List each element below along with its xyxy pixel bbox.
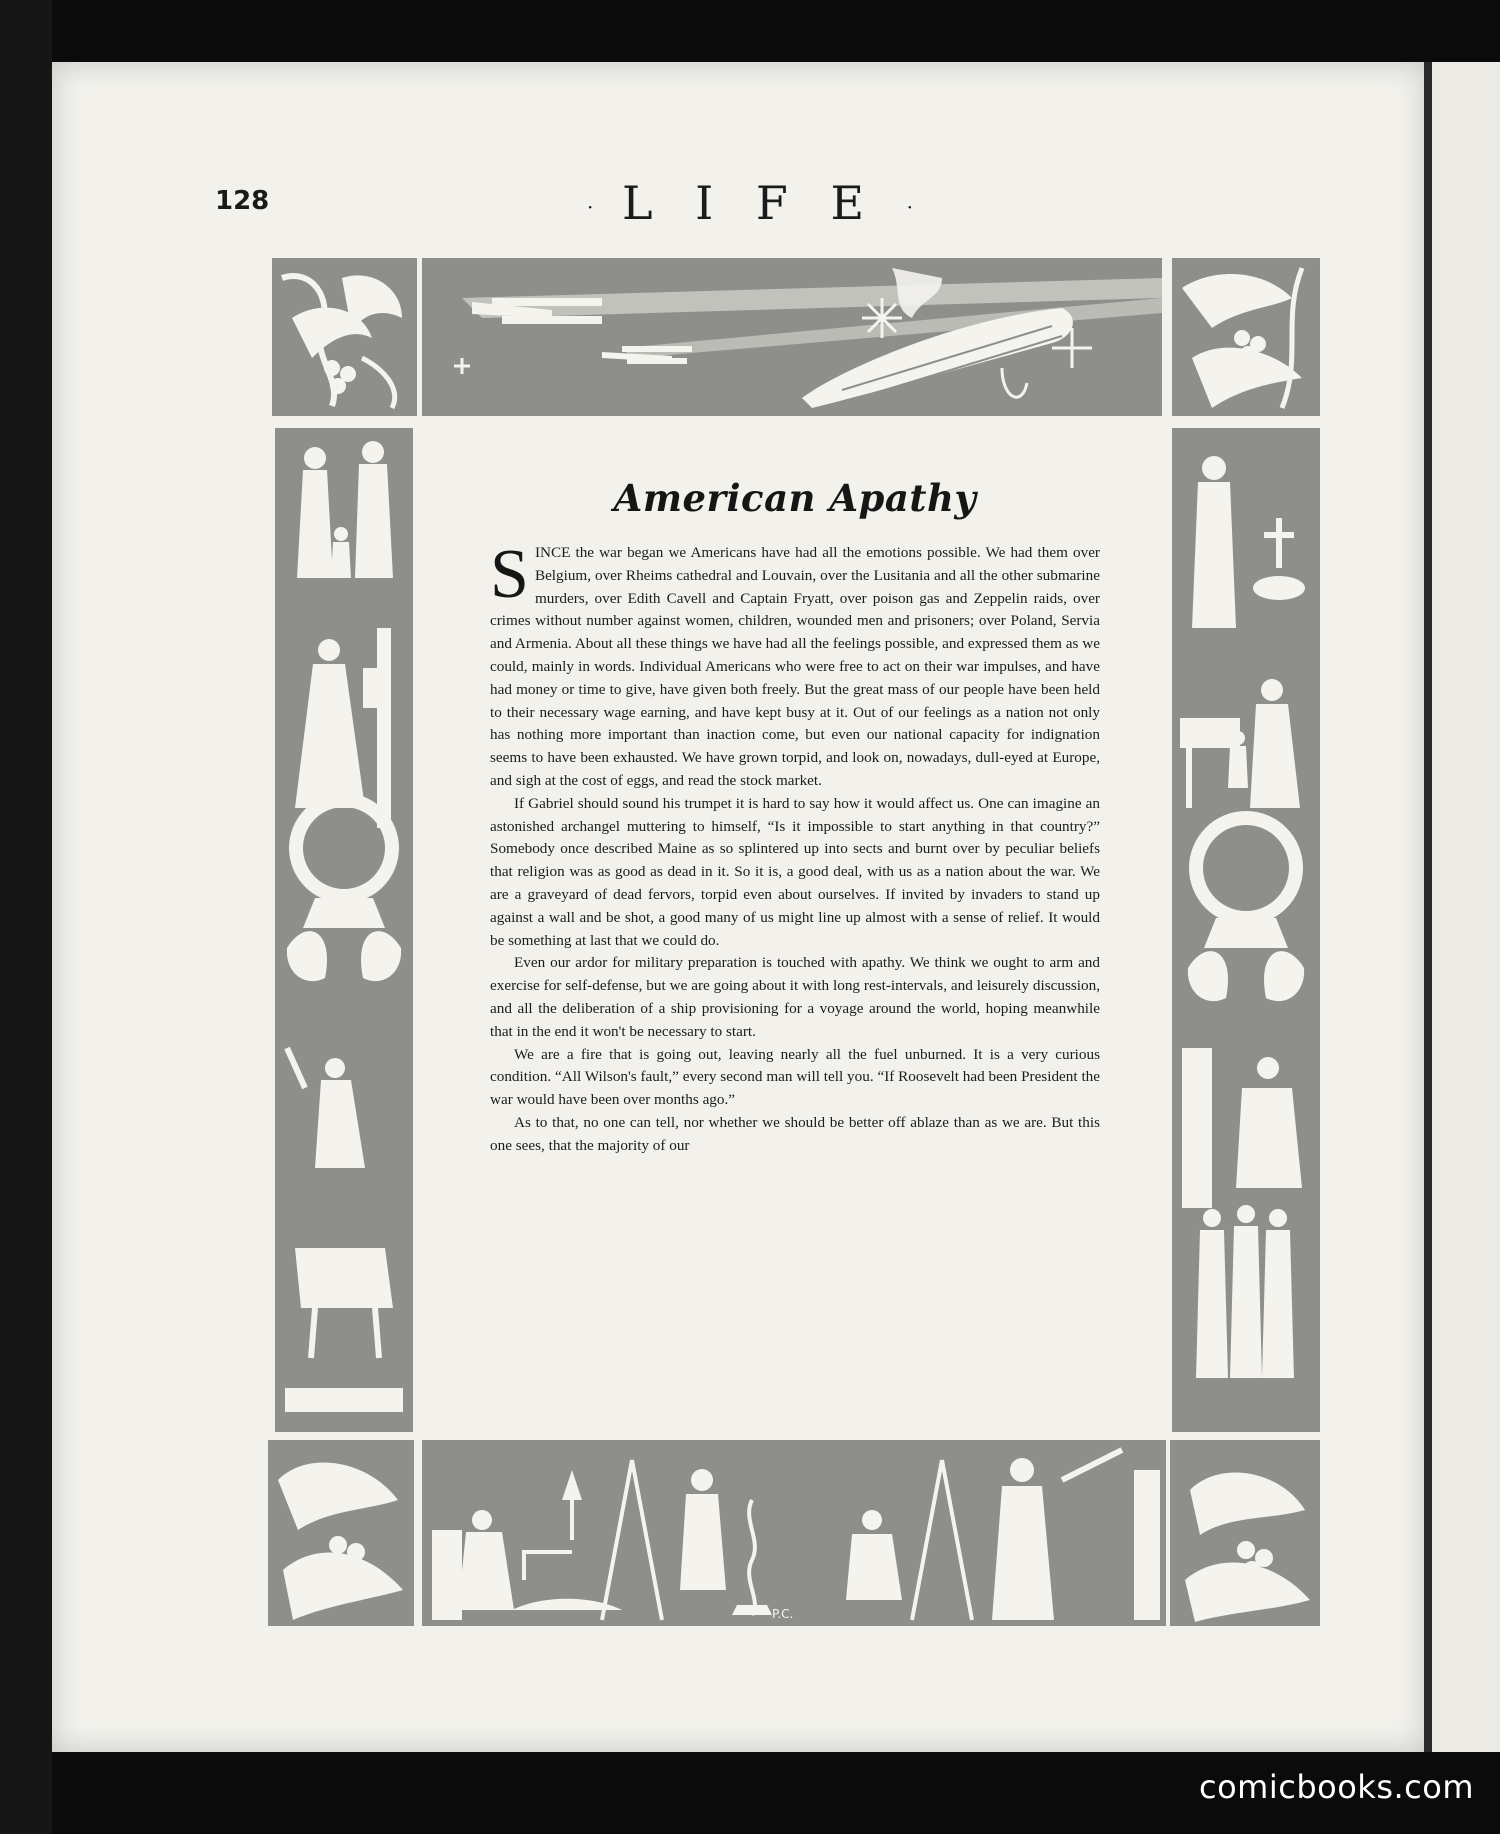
- article-title: American Apathy: [613, 476, 977, 520]
- right-border-vignettes: [1172, 428, 1320, 1432]
- artist-signature: P.C.: [772, 1607, 794, 1621]
- airplanes-zeppelin-illustration: [422, 258, 1162, 416]
- scan-edge-left: [0, 0, 52, 1834]
- holly-ornament-top-right: [1172, 258, 1320, 416]
- holly-ornament-bottom-left: [268, 1440, 414, 1626]
- holly-ornament-bottom-right: [1170, 1440, 1320, 1626]
- masthead-dot-left: ·: [586, 195, 594, 219]
- masthead-title: L I F E: [621, 176, 879, 230]
- page-spine: [1424, 62, 1432, 1752]
- article: [490, 476, 1100, 1158]
- left-border-vignettes: [275, 428, 413, 1432]
- article-paragraph-4: We are a fire that is going out, leaving nearly all the fuel unburned. It is a very curious condition. “All Wilson's fault,” every second man will tell you. “If Roosevelt had been President the war would have been over months ago.”: [490, 1045, 1100, 1109]
- camp-scene-illustration: [422, 1440, 1166, 1626]
- drop-cap: S: [490, 536, 529, 613]
- site-watermark: comicbooks.com: [1198, 1768, 1474, 1806]
- article-paragraph-1: [490, 536, 1100, 793]
- masthead: [0, 176, 1500, 230]
- paragraph-text: INCE the war began we Americans have had all the emotions possible. We had them over Belgium, over Rheims cathedral and Louvain, over the Lusitania and all the other submarine murders, over Edith Cavell and Captain Fryatt, over poison gas and Zeppelin raids, over crimes without number against women, children, wounded men and prisoners; over Poland, Servia and Armenia. About all these things we have had all the feelings possible, and expressed them as we could, mainly in words. Individual Americans who were free to act on their war impulses, and have had money or time to give, have given both freely. But the great mass of our people have been held to their necessary wage earning, and have kept busy at it. Out of our feelings as a nation not only has nothing more important than inaction come, but even our national capacity for indignation seems to have been exhausted. We have grown torpid, and look on, nowadays, dull-eyed at Europe, and sigh at the cost of eggs, and read the stock market.: [490, 544, 1100, 789]
- page-number: 128: [215, 186, 270, 216]
- masthead-dot-right: ·: [906, 195, 914, 219]
- article-paragraph-2: If Gabriel should sound his trumpet it is hard to say how it would affect us. One can imagine an astonished archangel muttering to himself, “Is it impossible to start anything in that country?” Somebody once described Maine as so splintered up into sects and burnt over by peculiar beliefs that religion was as good as dead in it. So it is, a good deal, with us as a nation about the war. We are a graveyard of dead fervors, torpid even about ourselves. If invited by invaders to stand up against a wall and be shot, a good many of us might line up almost with a sense of relief. It would be something at last that we could do.: [490, 794, 1100, 949]
- holly-ornament-top-left: [272, 258, 417, 416]
- article-paragraph-3: Even our ardor for military preparation is touched with apathy. We think we ought to arm and exercise for self-defense, but we are going about it with long rest-intervals, and leisurely discussion, and all the deliberation of a ship provisioning for a voyage around the world, hoping meanwhile that in the end it won't be necessary to start.: [490, 954, 1100, 1040]
- article-paragraph-5: As to that, no one can tell, nor whether we should be better off ablaze than as we are. But this one sees, that the majority of our: [490, 1113, 1100, 1154]
- facing-page-edge: [1432, 62, 1500, 1752]
